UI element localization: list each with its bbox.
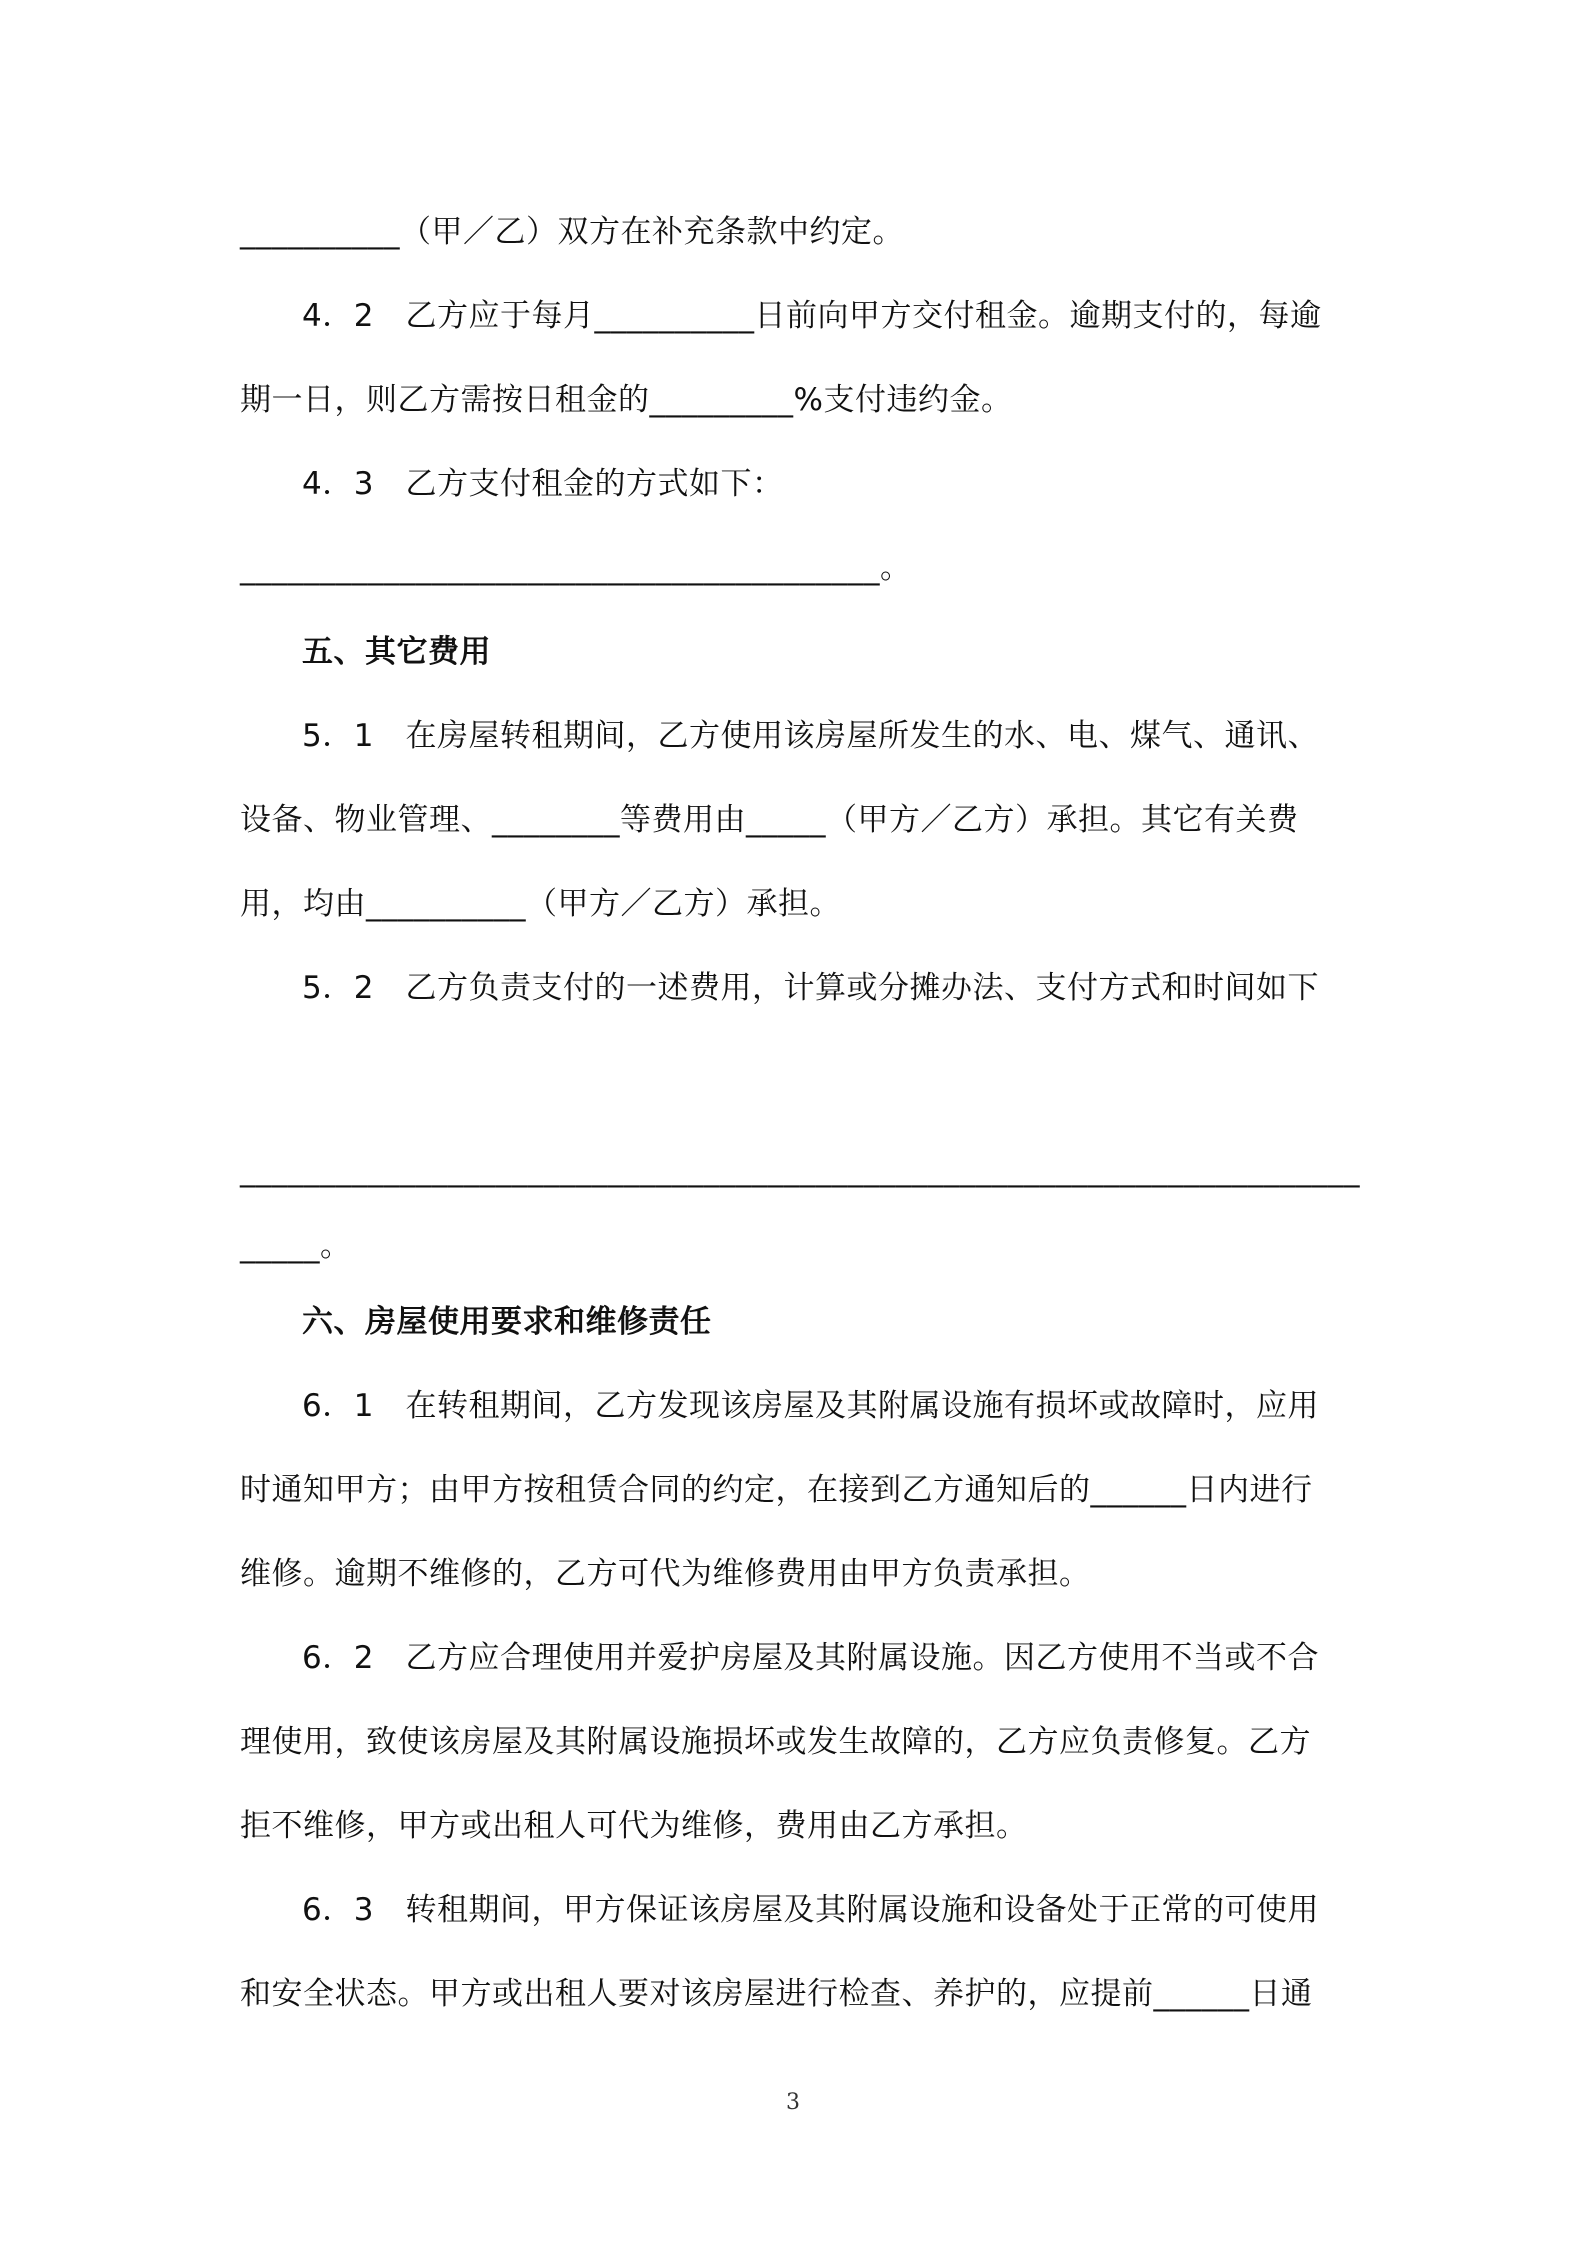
clause-5-1: 5．1 在房屋转租期间，乙方使用该房屋所发生的水、电、煤气、通讯、	[302, 718, 1319, 754]
blank-fill-line: ______________________________________________________________________	[240, 1152, 1360, 1188]
text-line: _____。	[240, 1228, 352, 1264]
text-line: 维修。逾期不维修的，乙方可代为维修费用由甲方负责承担。	[240, 1556, 1091, 1592]
clause-6-3: 6．3 转租期间，甲方保证该房屋及其附属设施和设备处于正常的可使用	[302, 1892, 1319, 1928]
clause-4-3: 4．3 乙方支付租金的方式如下：	[302, 466, 784, 502]
page-number: 3	[786, 2090, 800, 2115]
text-line: ________________________________________。	[240, 550, 912, 586]
text-line: 用，均由__________（甲方／乙方）承担。	[240, 886, 841, 922]
section-heading-5: 五、其它费用	[302, 634, 491, 670]
clause-5-2: 5．2 乙方负责支付的一述费用，计算或分摊办法、支付方式和时间如下	[302, 970, 1319, 1006]
clause-6-2: 6．2 乙方应合理使用并爱护房屋及其附属设施。因乙方使用不当或不合	[302, 1640, 1319, 1676]
text-line: 设备、物业管理、________等费用由_____（甲方／乙方）承担。其它有关费	[240, 802, 1299, 838]
text-line: 和安全状态。甲方或出租人要对该房屋进行检查、养护的，应提前______日通	[240, 1976, 1313, 2012]
text-line: 期一日，则乙方需按日租金的_________%支付违约金。	[240, 382, 1013, 418]
clause-4-2: 4．2 乙方应于每月__________日前向甲方交付租金。逾期支付的，每逾	[302, 298, 1322, 334]
text-line: 时通知甲方；由甲方按租赁合同的约定，在接到乙方通知后的______日内进行	[240, 1472, 1313, 1508]
clause-6-1: 6．1 在转租期间，乙方发现该房屋及其附属设施有损坏或故障时，应用	[302, 1388, 1319, 1424]
text-line: 拒不维修，甲方或出租人可代为维修，费用由乙方承担。	[240, 1808, 1028, 1844]
text-line: __________（甲／乙）双方在补充条款中约定。	[240, 214, 904, 250]
text-line: 理使用，致使该房屋及其附属设施损坏或发生故障的，乙方应负责修复。乙方	[240, 1724, 1311, 1760]
section-heading-6: 六、房屋使用要求和维修责任	[302, 1304, 712, 1340]
